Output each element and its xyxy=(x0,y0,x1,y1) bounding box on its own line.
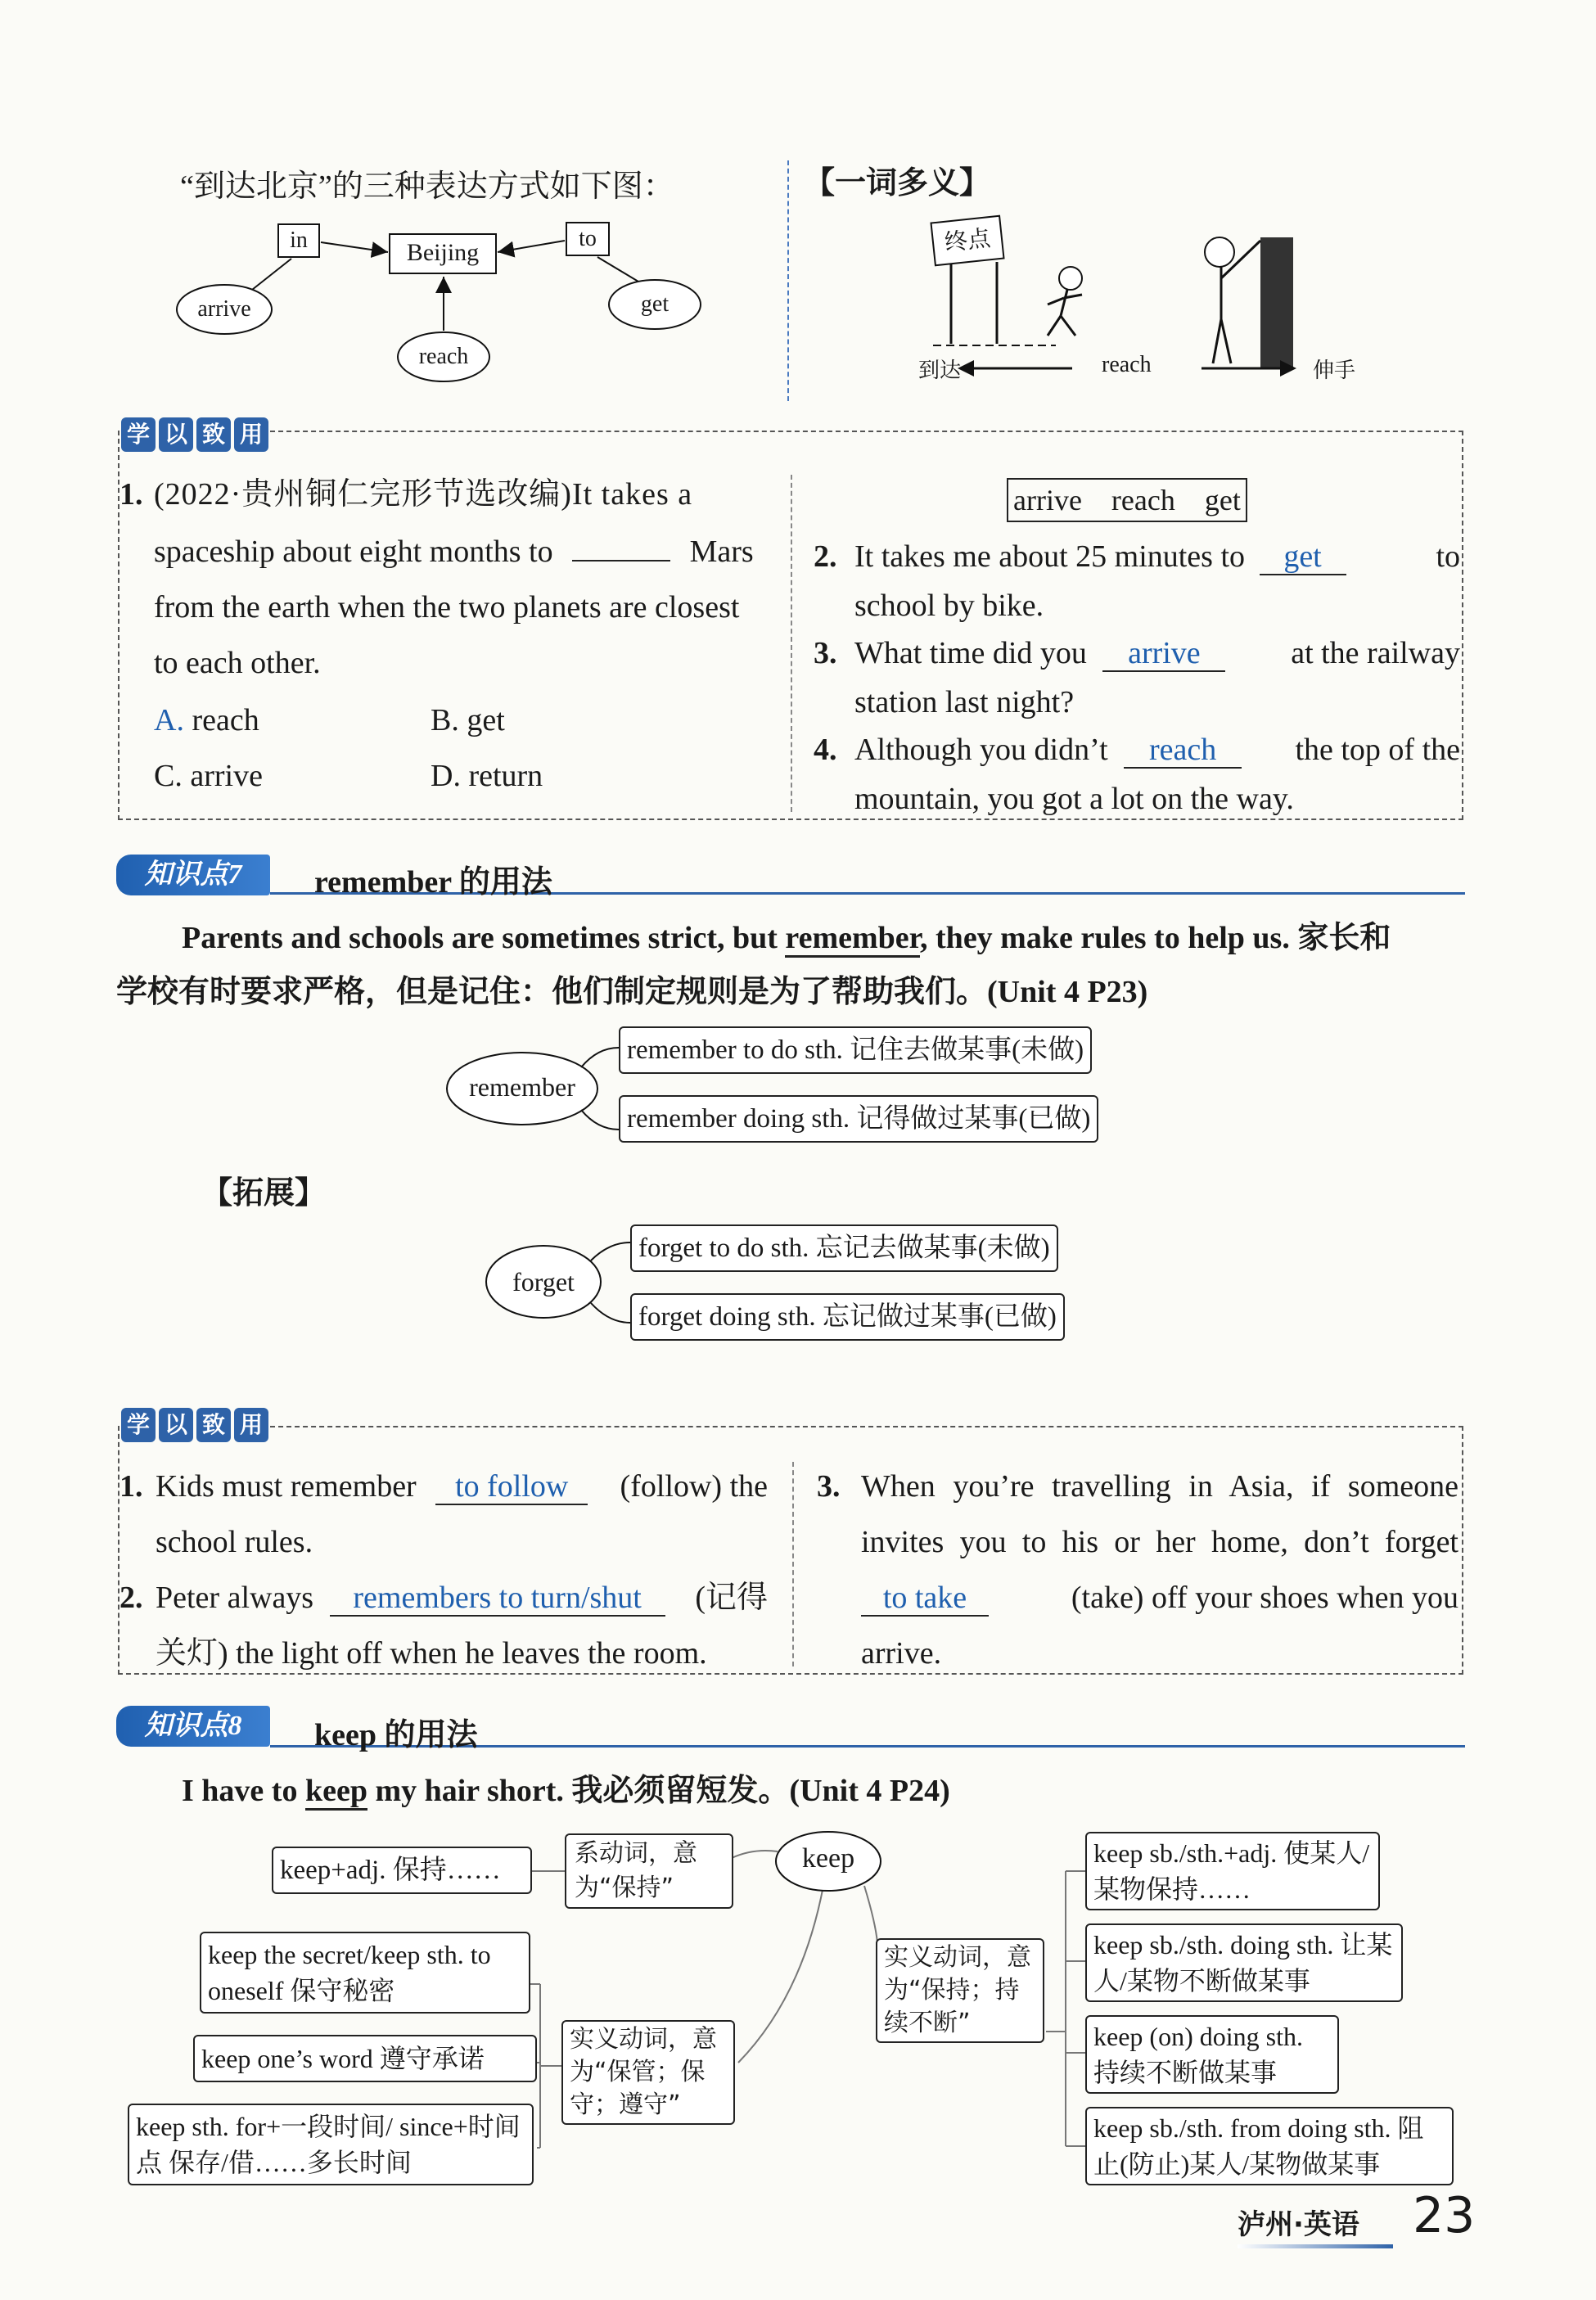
word-box: arrive reach get xyxy=(1007,478,1247,522)
keep-real-item-1: keep the secret/keep sth. to oneself 保守秘密 xyxy=(200,1932,530,2014)
q2-line2: school by bike. xyxy=(854,589,1044,623)
option-a-text: reach xyxy=(192,703,259,737)
q4-answer[interactable]: reach xyxy=(1124,734,1242,769)
keep-cont-item-2: keep sb./sth. doing sth. 让某人/某物不断做某事 xyxy=(1085,1923,1403,2002)
kp8-label: 知识点8 xyxy=(116,1706,270,1747)
kp7-s1b: , they make rules to help us. 家长和 xyxy=(920,921,1391,955)
kp8-keyword: keep xyxy=(305,1774,367,1811)
finish-sign-text: 终点 xyxy=(943,224,992,256)
kp8-sa: I have to xyxy=(182,1774,305,1808)
p2-q3-answer[interactable]: to take xyxy=(861,1582,989,1617)
q3a: What time did you xyxy=(854,636,1087,670)
remember-item-2: remember doing sth. 记得做过某事(已做) xyxy=(619,1095,1098,1143)
forget-item-1: forget to do sth. 忘记去做某事(未做) xyxy=(630,1224,1058,1272)
option-a-letter: A. xyxy=(154,703,184,737)
p2-q2-line2: 关灯) the light off when he leaves the room. xyxy=(156,1636,707,1671)
badge-char: 以 xyxy=(159,1408,193,1442)
p2-q2b: (记得 xyxy=(695,1581,768,1615)
q1-line2b: Mars xyxy=(689,534,754,569)
p2-q1-answer[interactable]: to follow xyxy=(435,1471,588,1505)
option-c[interactable]: C. arrive xyxy=(154,759,263,793)
p2-q1-line2: school rules. xyxy=(156,1525,313,1559)
q1-line3: from the earth when the two planets are closest xyxy=(154,590,740,625)
q3b: at the railway xyxy=(1291,636,1460,670)
keep-node: keep xyxy=(801,1843,855,1874)
p2-q3-line4: arrive. xyxy=(861,1636,942,1671)
p2-q3-line1: When you’re travelling in Asia, if someone xyxy=(861,1469,1458,1504)
keep-cont-item-3: keep (on) doing sth. 持续不断做某事 xyxy=(1085,2015,1339,2094)
kp7-title: remember 的用法 xyxy=(314,865,552,900)
q2-answer[interactable]: get xyxy=(1260,541,1346,575)
keep-cont-label: 实义动词，意为“保持；持续不断” xyxy=(876,1938,1044,2043)
remember-node: remember xyxy=(469,1072,575,1102)
p2-q3-number: 3. xyxy=(817,1469,841,1504)
q2a: It takes me about 25 minutes to xyxy=(854,539,1246,574)
badge-char: 学 xyxy=(121,1408,156,1442)
q1-line4: to each other. xyxy=(154,646,321,680)
keep-cont-item-1: keep sb./sth.+adj. 使某人/某物保持…… xyxy=(1085,1832,1380,1910)
intro-text: “到达北京”的三种表达方式如下图： xyxy=(180,169,674,204)
badge-char: 学 xyxy=(121,417,156,452)
kp7-sentence-line2: 学校有时要求严格，但是记住：他们制定规则是为了帮助我们。(Unit 4 P23) xyxy=(116,975,1148,1009)
badge-char: 以 xyxy=(159,417,193,452)
stretch-meaning: 伸手 xyxy=(1313,359,1356,383)
page-number: 23 xyxy=(1413,2187,1476,2244)
p2-q3-line2: invites you to his or her home, don’t forget xyxy=(861,1525,1458,1559)
keep-real-item-3: keep sth. for+一段时间/ since+时间点 保存/借……多长时间 xyxy=(128,2104,534,2185)
badge-char: 致 xyxy=(196,1408,231,1442)
p2-q1a: Kids must remember xyxy=(156,1469,417,1504)
beijing-label: Beijing xyxy=(406,239,480,266)
extension-heading: 【拓展】 xyxy=(201,1176,327,1211)
q4-line2: mountain, you got a lot on the way. xyxy=(854,782,1294,816)
to-label: to xyxy=(579,226,597,251)
option-d[interactable]: D. return xyxy=(431,759,543,793)
polysemy-heading: 【一词多义】 xyxy=(804,166,991,201)
reach-word: reach xyxy=(1102,352,1152,377)
keep-adj-item: keep+adj. 保持…… xyxy=(272,1847,532,1894)
q1-line2a: spaceship about eight months to xyxy=(154,534,553,569)
q1-line1: (2022·贵州铜仁完形节选改编)It takes a xyxy=(154,477,693,512)
badge-char: 致 xyxy=(196,417,231,452)
q4b: the top of the xyxy=(1295,733,1460,767)
q3-number: 3. xyxy=(814,636,837,670)
kp8-sb: my hair short. 我必须留短发。(Unit 4 P24) xyxy=(367,1774,950,1808)
keep-real-item-2: keep one’s word 遵守承诺 xyxy=(193,2035,537,2082)
option-b[interactable]: B. get xyxy=(431,703,505,737)
get-label: get xyxy=(640,291,670,317)
q3-line2: station last night? xyxy=(854,685,1075,719)
keep-real-label: 实义动词，意为“保管；保守；遵守” xyxy=(561,2020,735,2125)
badge-char: 用 xyxy=(234,417,268,452)
arrive-label: arrive xyxy=(197,296,251,322)
kp7-s1a: Parents and schools are sometimes strict, but xyxy=(182,921,786,955)
kp7-label: 知识点7 xyxy=(116,855,270,895)
p2-q2-answer[interactable]: remembers to turn/shut xyxy=(330,1582,665,1617)
keep-cont-item-4: keep sb./sth. from doing sth. 阻止(防止)某人/某物做某事 xyxy=(1085,2107,1454,2185)
q2b: to xyxy=(1436,539,1460,574)
q4a: Although you didn’t xyxy=(854,733,1108,767)
kp8-title: keep 的用法 xyxy=(314,1718,478,1752)
p2-q2-number: 2. xyxy=(119,1581,143,1615)
forget-item-2: forget doing sth. 忘记做过某事(已做) xyxy=(630,1293,1065,1341)
in-label: in xyxy=(290,228,308,253)
kp7-keyword: remember xyxy=(785,921,920,958)
footer-book: 泸州·英语 xyxy=(1238,2208,1359,2241)
p2-q1b: (follow) the xyxy=(620,1469,768,1504)
badge-char: 用 xyxy=(234,1408,268,1442)
q1-number: 1. xyxy=(119,477,143,512)
p2-q2a: Peter always xyxy=(156,1581,314,1615)
p2-q3c: (take) off your shoes when you xyxy=(1071,1581,1458,1615)
forget-node: forget xyxy=(512,1267,575,1297)
arrive-meaning: 到达 xyxy=(918,359,962,383)
remember-item-1: remember to do sth. 记住去做某事(未做) xyxy=(619,1026,1092,1074)
q3-answer[interactable]: arrive xyxy=(1102,638,1225,672)
reach-label: reach xyxy=(418,344,469,369)
q2-number: 2. xyxy=(814,539,837,574)
keep-link-verb-label: 系动词，意为“保持” xyxy=(565,1833,733,1909)
p2-q1-number: 1. xyxy=(119,1469,143,1504)
footer-rule xyxy=(1238,2244,1393,2248)
q4-number: 4. xyxy=(814,733,837,767)
